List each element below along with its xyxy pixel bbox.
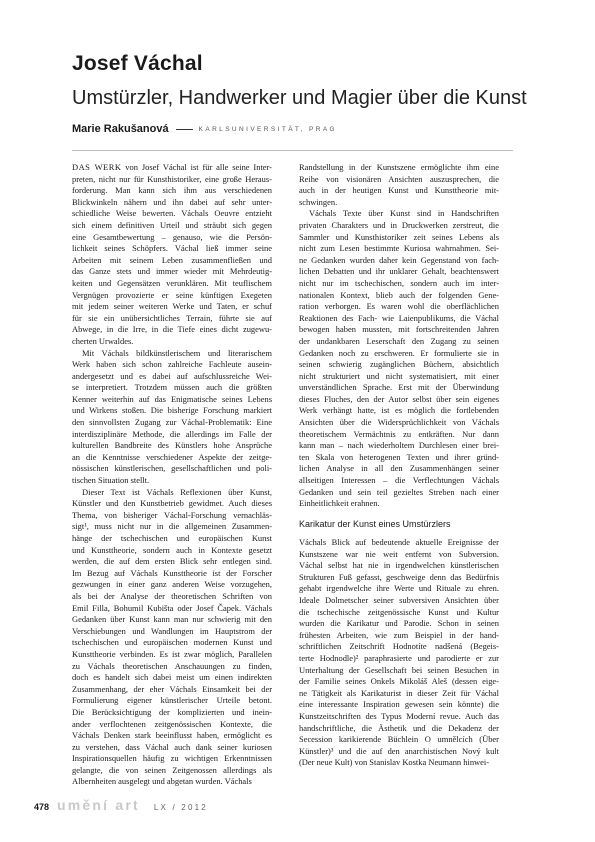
text-line: ne Tätigkeit als Karikaturist in dieser Zeit für Váchal: [299, 687, 499, 698]
text-line: Die Berücksichtigung der komplizierten und inein-: [72, 706, 272, 717]
text-line: Thema, von bisheriger Váchal-Forschung vernachläs-: [72, 509, 272, 520]
text-line: frühesten Arbeiten, wie zum Beispiel in der hand-: [299, 629, 499, 640]
journal-name: umění art: [57, 797, 140, 813]
text-line: bewogen haben mussten, mit fortschreitenden Jahren: [299, 324, 499, 335]
text-line: doch es handelt sich dabei meist um einen indirekten: [72, 672, 272, 683]
text-line: Gedanken über Kunst kann man nur schwierig mit den: [72, 614, 272, 625]
text-line: zu Váchals theoretischen Anschauungen zu finden,: [72, 660, 272, 671]
text-line: nössischen künstlerischen, gesellschaftlichen und poli-: [72, 463, 272, 474]
text-line: ration verborgen. Es waren wohl die oberflächlichen: [299, 301, 499, 312]
text-line: Einheitlichkeit erahnen.: [299, 498, 380, 509]
text-line: dieses Fluches, den der Autor selbst über sein eigenes: [299, 393, 499, 404]
text-line: gezwungen in einer ganz anderen Weise vorzugehen,: [72, 579, 272, 590]
text-line: Randstellung in der Kunstszene ermöglichte ihm eine: [299, 162, 499, 172]
text-line: lichen Analyse in all den Zusammenhängen seiner: [299, 463, 499, 474]
text-line: sigt¹, muss nicht nur in die allgemeinen Zusammen-: [72, 521, 272, 532]
text-line: und Wirkens stoßen. Die bisherige Forschung markiert: [72, 405, 272, 416]
text-line: Váchals Blick auf bedeutende aktuelle Ereignisse der: [299, 537, 499, 547]
text-line: und Kunsttheorie, sondern auch in Kontexte gesetzt: [72, 544, 272, 555]
page-number: 478: [34, 802, 50, 812]
text-line: lichkeit seines Schöpfers. Váchal ließ immer seine: [72, 243, 272, 254]
text-line: die tschechische zeitgenössische Kunst und Kultur: [299, 606, 499, 617]
text-line: kann man – nach wiederholtem Durchlesen einer brei-: [299, 440, 499, 451]
byline-dash: [176, 129, 193, 130]
right-column-bottom: [299, 537, 499, 769]
text-line: cherten Urwaldes.: [72, 335, 134, 346]
text-line: Strukturen Fuß gefasst, geschweige denn das Bedürfnis: [299, 571, 499, 582]
text-line: eine Gesamtbewertung – genauso, wie die Persön-: [72, 231, 272, 242]
text-line: Dieser Text ist Váchals Reflexionen über Kunst,: [82, 486, 272, 497]
text-line: keiten und Gegensätzen verunklären. Mit teuflischem: [72, 277, 272, 288]
text-line: das Ganze stets und immer wieder mit Mehrdeutig-: [72, 266, 272, 277]
author-affiliation: KARLSUNIVERSITÄT, PRAG: [198, 125, 338, 133]
text-line: Ideale Dolmetscher seiner subversiven Ansichten über: [299, 594, 499, 605]
text-line: Künstler)³ und die auf den anarchistischen Nový kult: [299, 745, 499, 756]
text-line: Gedanken noch zu erschweren. Er formulierte sie in: [299, 347, 499, 358]
text-line: schriftlichen Zeitschrift Hodnotíte nadšená (Begeis-: [299, 641, 499, 652]
right-column-top: [299, 162, 499, 510]
text-line: Váchals Denken stark beeinflusst haben, ermöglicht es: [72, 730, 272, 741]
text-line: gehabt irgendwelche ihre Werte und Rituale zu ehren.: [299, 583, 499, 594]
text-line: DAS WERK von Josef Váchal ist für alle seine Inter-: [72, 162, 272, 172]
text-line: Abwege, in die Irre, in die Tiefe eines dicht zugewu-: [72, 324, 272, 335]
text-line: den sinnvollsten Zugang zur Váchal-Problematik: Eine: [72, 417, 272, 428]
header-rule: [72, 150, 513, 151]
text-line: schwingen.: [299, 196, 338, 207]
text-line: Arbeiten mit seinem Leben zusammenfließen und: [72, 254, 272, 265]
author-name: Marie Rakušanová: [72, 123, 169, 135]
text-line: andergesetzt und es dabei auf aufschlussreiche Wei-: [72, 370, 272, 381]
text-line: Albernheiten ausgelegt und abgetan wurden. Váchals: [72, 776, 252, 787]
text-line: für sie ein unübersichtliches Terrain, führte sie auf: [72, 312, 272, 323]
text-line: als bei der Analyse der theoretischen Schriften von: [72, 590, 272, 601]
byline: [72, 123, 337, 135]
text-line: Emil Filla, Bohumil Kubišta oder Josef Čapek. Váchals: [72, 602, 272, 613]
text-line: tschechischen und europäischen modernen Kunst und: [72, 637, 272, 648]
text-line: an die Kenntnisse verschiedener Aspekte der zeitge-: [72, 451, 272, 462]
text-line: Reaktionen des Fach- wie Laienpublikums, die Váchal: [299, 312, 499, 323]
text-line: eine interessante Inspiration gewesen sein könnte) die: [299, 699, 499, 710]
text-line: auch in der heutigen Kunst und Kunsttheorie mit-: [299, 185, 499, 196]
text-line: nationalen Kontext, blieb auch der folgenden Gene-: [299, 289, 499, 300]
text-line: nicht strukturiert und nicht systematisiert, mit einer: [299, 370, 499, 381]
text-line: theoretischem Vermächtnis zu entkräften. Nur dann: [299, 428, 499, 439]
text-line: der undankbaren Leserschaft den Zugang zu seinen: [299, 335, 499, 346]
text-line: Gedanken und sein teil gezieltes Streben nach einer: [299, 486, 499, 497]
text-line: (Der neue Kult) von Stanislav Kostka Neumann hinwei-: [299, 757, 490, 768]
text-line: ander verflochtenen zeitgenössischen Kontexte, die: [72, 718, 272, 729]
text-line: allseitigen Interessen – die Verflechtungen Váchals: [299, 475, 499, 486]
text-line: Kunstszene war nie weit entfernt von Subversion.: [299, 548, 499, 559]
text-line: Werk verhängt hatte, ist es möglich die fortlebenden: [299, 405, 499, 416]
text-line: nicht zum Lesen bestimmte Kuriosa wahrnahmen. Sei-: [299, 243, 499, 254]
text-line: ten Skala von heterogenen Texten und ihrer gründ-: [299, 451, 499, 462]
text-line: Váchals Texte über Kunst sind in Handschriften: [309, 208, 499, 219]
text-line: werden, die auf dem ersten Blick sehr entlegen sind.: [72, 556, 272, 567]
text-line: Mit Váchals bildkünstlerischem und literarischem: [82, 347, 272, 358]
text-line: Váchal selbst hat nie in irgendwelchen künstlerischen: [299, 560, 499, 571]
text-line: Blickwinkeln nähern und ihn dabei auf sehr unter-: [72, 196, 272, 207]
text-line: forderung. Man kann sich ihm aus verschiedenen: [72, 185, 272, 196]
text-line: Verschiebungen und Wandlungen im Hauptstrom der: [72, 625, 272, 636]
article-title: Josef Váchal: [72, 52, 203, 75]
text-line: terte Hodnodle)² paraphrasierte und parodierte er zur: [299, 652, 499, 663]
text-line: gelangte, die von seinen Zeitgenossen allerdings als: [72, 764, 272, 775]
text-line: Im Bezug auf Váchals Kunsttheorie ist der Forscher: [72, 567, 272, 578]
text-line: schiedliche Weise bewerten. Váchals Oeuvre entzieht: [72, 208, 272, 219]
text-line: Kunsttheorie verbinden. Es ist zwar möglich, Parallelen: [72, 648, 272, 659]
page-footer: [34, 797, 208, 813]
text-line: Ansichten über die Widersprüchlichkeit von Váchals: [299, 417, 499, 428]
text-line: Vergnügen provozierte er seine künftigen Exegeten: [72, 289, 272, 300]
text-line: se interpretiert. Trotzdem müssen auch die größten: [72, 382, 272, 393]
text-line: Zusammenhang, der eher Váchals Einsamkeit bei der: [72, 683, 272, 694]
text-line: tischen Situation stellt.: [72, 475, 150, 486]
text-line: Reihe von visionären Ansichten auszusprechen, die: [299, 173, 499, 184]
text-line: privaten Charakters und in Druckwerken zerstreut, die: [299, 219, 499, 230]
text-line: kulturellen Bandbreite des Künstlers hohe Ansprüche: [72, 440, 272, 451]
text-line: mit jedem seiner weiteren Werke und Taten, er schuf: [72, 301, 272, 312]
text-line: Kunstzeitschriften des Typus Moderní revue. Auch das: [299, 710, 499, 721]
text-line: ne Gedanken wurden daher kein Gegenstand von fach-: [299, 254, 499, 265]
text-line: zu verstehen, dass Váchal auch dank seiner kuriosen: [72, 741, 272, 752]
text-line: Künstler und den Kunstbetrieb gewidmet. Auch dieses: [72, 498, 272, 509]
text-line: Werk haben sich schon zahlreiche Fachleute ausein-: [72, 359, 272, 370]
text-line: wurden die Karikatur und Parodie. Schon in seinen: [299, 618, 499, 629]
text-line: lichen Debatten und ihr unklarer Gehalt, beachtenswert: [299, 266, 499, 277]
text-line: Inspirationsquellen häufig zu wichtigen Erkenntnissen: [72, 753, 272, 764]
left-column: [72, 162, 272, 788]
text-line: Unterhaltung der Gesellschaft bei seinen Besuchen in: [299, 664, 499, 675]
text-line: sich einem definitiven Urteil und sträubt sich gegen: [72, 219, 272, 230]
text-line: Sammler und Kunsthistoriker zeit seines Lebens als: [299, 231, 499, 242]
text-line: preten, nicht nur für Kunsthistoriker, eine große Heraus-: [72, 173, 272, 184]
text-line: interdisziplinäre Methode, die allerdings im Falle der: [72, 428, 272, 439]
text-line: nicht nur im tschechischen, sondern auch im inter-: [299, 277, 499, 288]
text-line: handschriftliche, die Ästhetik und die Dekadenz der: [299, 722, 499, 733]
journal-issue: LX / 2012: [153, 803, 208, 812]
text-line: Formulierung eigener künstlerischer Urteile betont.: [72, 695, 272, 706]
text-line: unverständlichen Sprache. Erst mit der Überwindung: [299, 382, 499, 393]
text-line: seinen schwierig zugänglichen Büchern, absichtlich: [299, 359, 499, 370]
text-line: hänge der tschechischen und europäischen Kunst: [72, 533, 272, 543]
text-line: Kenner weiterhin auf das Enigmatische seines Lebens: [72, 393, 272, 404]
text-line: Secession karikierende Büchlein O umnělcích (Über: [299, 734, 499, 745]
text-line: der Familie seines Onkels Mikoláš Aleš (dessen eige-: [299, 676, 499, 687]
section-heading: Karikatur der Kunst eines Umstürzlers: [299, 519, 451, 529]
article-subtitle: Umstürzler, Handwerker und Magier über die Kunst: [72, 87, 527, 109]
